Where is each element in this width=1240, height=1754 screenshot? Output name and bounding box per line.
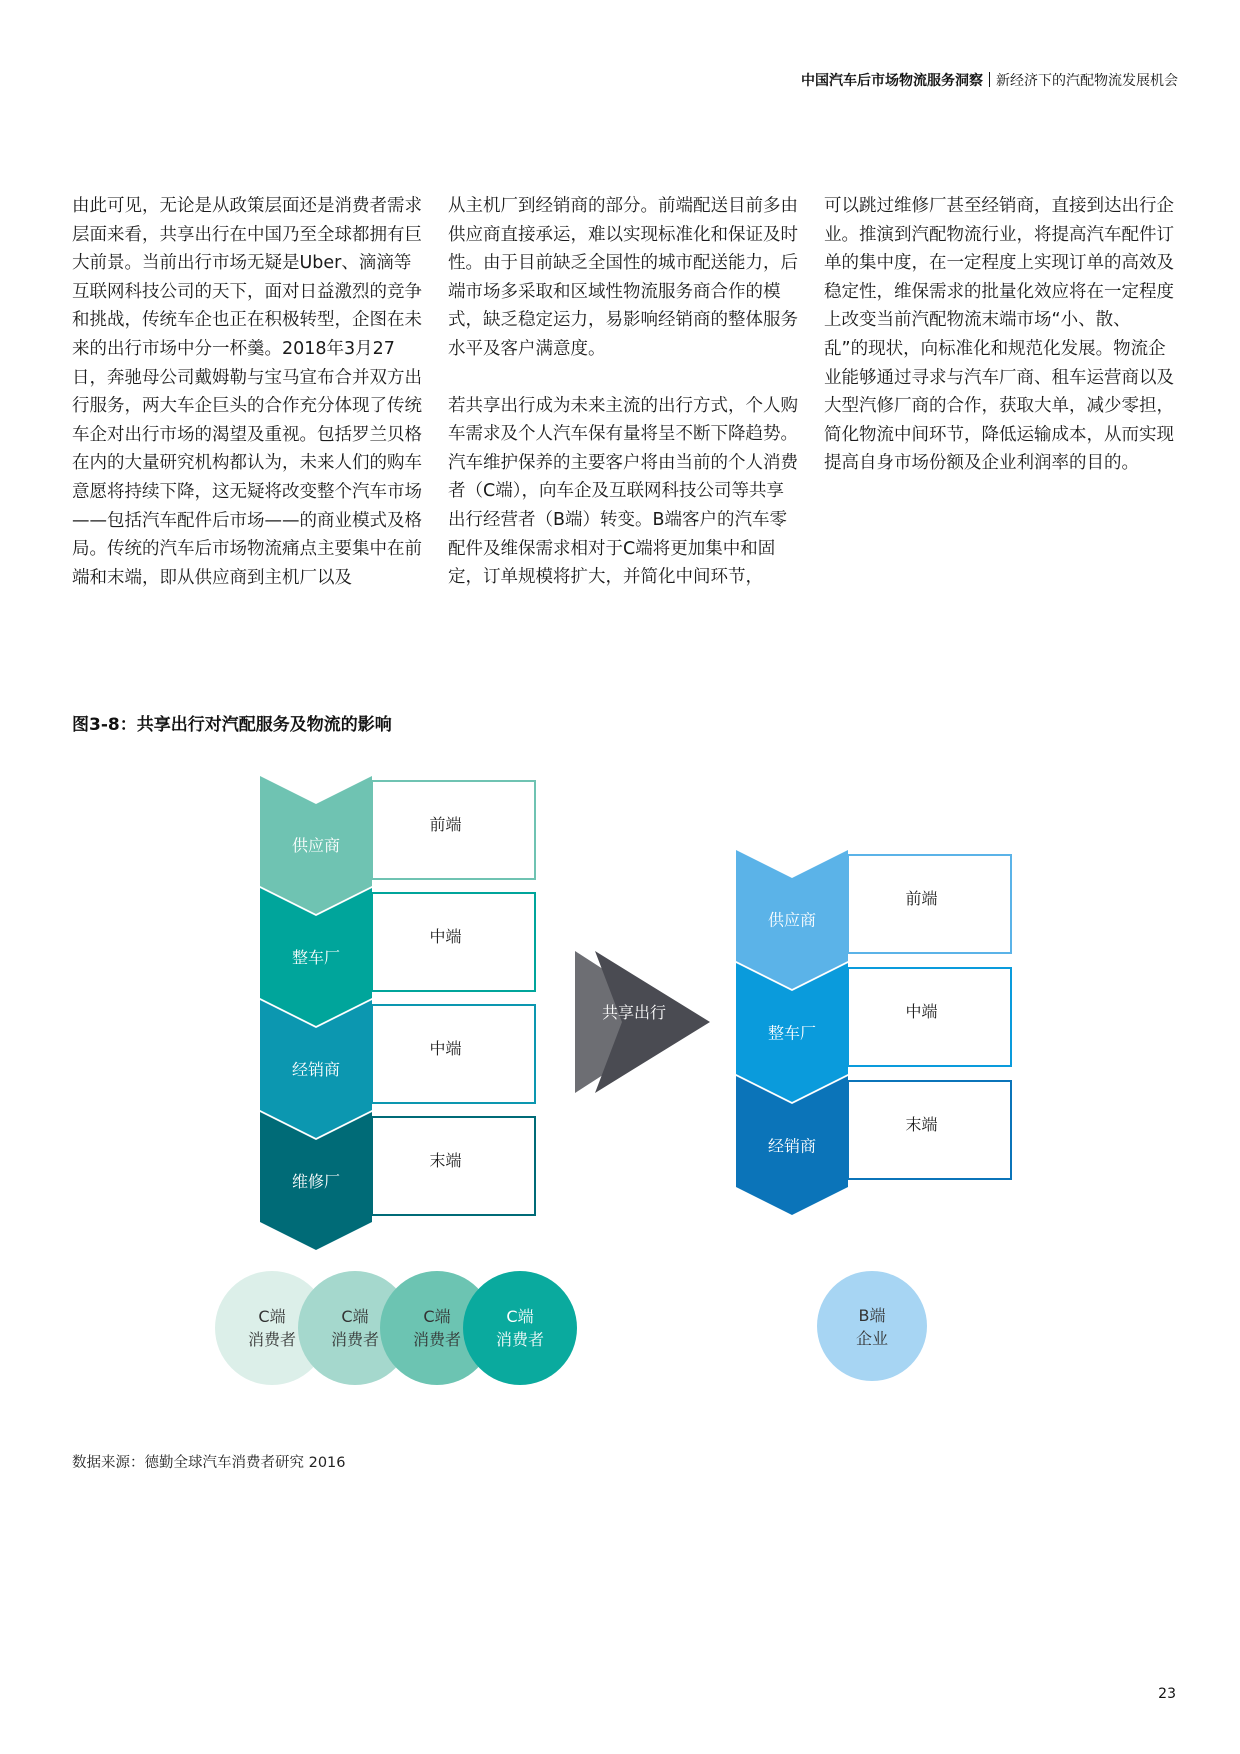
- left-stage-label: 中端: [429, 1039, 462, 1058]
- right-stage-label: 末端: [905, 1115, 938, 1134]
- running-header: [801, 70, 1178, 90]
- paragraph: 从主机厂到经销商的部分。前端配送目前多由供应商直接承运，难以实现标准化和保证及时性。由于目前缺乏全国性的城市配送能力，后端市场多采取和区域性物流服务商合作的模式，缺乏稳定运力，易影响经销商的整体服务水平及客户满意度。: [448, 196, 798, 359]
- left-node-label: 经销商: [291, 1059, 341, 1079]
- impact-diagram: [0, 760, 1240, 1420]
- figure-title: 图3-8：共享出行对汽配服务及物流的影响: [72, 715, 392, 735]
- report-subtitle: 新经济下的汽配物流发展机会: [996, 73, 1178, 89]
- consumer-circle-line1: C端: [506, 1307, 534, 1326]
- enterprise-circle-line2: 企业: [855, 1329, 889, 1348]
- consumer-circle-line2: 消费者: [412, 1330, 462, 1349]
- data-source: 数据来源：德勤全球汽车消费者研究 2016: [72, 1455, 346, 1471]
- enterprise-circle-line1: B端: [858, 1306, 886, 1325]
- report-title: 中国汽车后市场物流服务洞察: [801, 73, 983, 89]
- consumer-circle-line2: 消费者: [495, 1330, 545, 1349]
- right-stage-label: 中端: [905, 1002, 938, 1021]
- shared-mobility-label: 共享出行: [601, 1003, 667, 1022]
- text-column-2: [448, 192, 798, 592]
- consumer-circle-line1: C端: [341, 1307, 369, 1326]
- left-node-label: 维修厂: [291, 1171, 341, 1191]
- page-number: 23: [1158, 1686, 1176, 1702]
- enterprise-circle: [817, 1271, 927, 1381]
- text-column-1: [72, 192, 422, 592]
- right-node-label: 供应商: [767, 910, 817, 930]
- consumer-circle-line2: 消费者: [330, 1330, 380, 1349]
- consumer-circle-line1: C端: [258, 1307, 286, 1326]
- consumer-circle-line1: C端: [423, 1307, 451, 1326]
- left-stage-label: 末端: [429, 1151, 462, 1170]
- right-node-label: 整车厂: [767, 1023, 817, 1043]
- text-column-3: [824, 192, 1174, 478]
- right-stage-label: 前端: [905, 889, 938, 908]
- consumer-circle-line2: 消费者: [247, 1330, 297, 1349]
- left-node-label: 供应商: [291, 835, 341, 855]
- paragraph: 由此可见，无论是从政策层面还是消费者需求层面来看，共享出行在中国乃至全球都拥有巨大前景。当前出行市场无疑是Uber、滴滴等互联网科技公司的天下，面对日益激烈的竞争和挑战，传统车企也正在积极转型，企图在未来的出行市场中分一杯羹。2018年3月27日，奔驰母公司戴姆勒与宝马宣布合并双方出行服务，两大车企巨头的合作充分体现了传统车企对出行市场的渴望及重视。包括罗兰贝格在内的大量研究机构都认为，未来人们的购车意愿将持续下降，这无疑将改变整个汽车市场——包括汽车配件后市场——的商业模式及格局。传统的汽车后市场物流痛点主要集中在前端和末端，即从供应商到主机厂以及: [72, 196, 422, 588]
- consumer-circle-4: [463, 1271, 577, 1385]
- left-stage-label: 中端: [429, 927, 462, 946]
- header-separator: [989, 72, 990, 87]
- left-stage-label: 前端: [429, 815, 462, 834]
- paragraph: 可以跳过维修厂甚至经销商，直接到达出行企业。推演到汽配物流行业，将提高汽车配件订单的集中度，在一定程度上实现订单的高效及稳定性，维保需求的批量化效应将在一定程度上改变当前汽配物流末端市场“小、散、乱”的现状，向标准化和规范化发展。物流企业能够通过寻求与汽车厂商、租车运营商以及大型汽修厂商的合作，获取大单，减少零担，简化物流中间环节，降低运输成本，从而实现提高自身市场份额及企业利润率的目的。: [824, 196, 1174, 474]
- left-node-label: 整车厂: [291, 947, 341, 967]
- right-node-label: 经销商: [767, 1136, 817, 1156]
- paragraph: 若共享出行成为未来主流的出行方式，个人购车需求及个人汽车保有量将呈不断下降趋势。汽车维护保养的主要客户将由当前的个人消费者（C端），向车企及互联网科技公司等共享出行经营者（B端）转变。B端客户的汽车零配件及维保需求相对于C端将更加集中和固定，订单规模将扩大，并简化中间环节，: [448, 395, 798, 588]
